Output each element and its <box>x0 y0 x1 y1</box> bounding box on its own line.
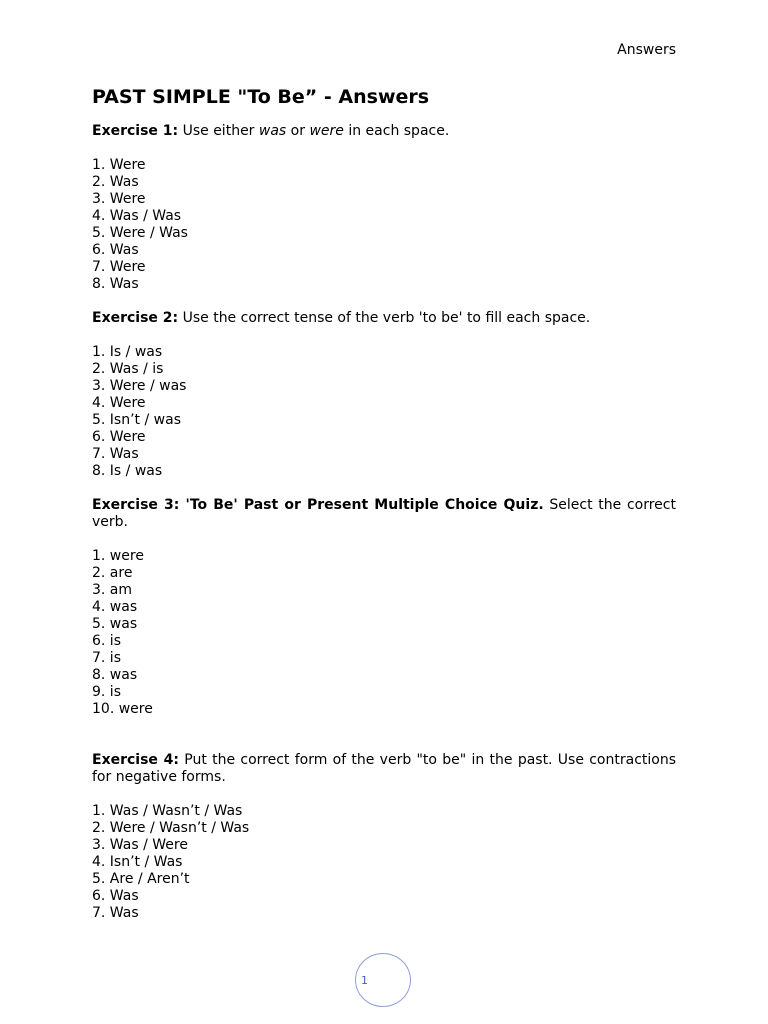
page-title: PAST SIMPLE "To Be” - Answers <box>92 86 430 108</box>
page-number-badge <box>355 953 411 1007</box>
answer-item: 6. Were <box>92 429 146 445</box>
answer-item: 5. Were / Was <box>92 225 188 241</box>
exercise-2-answers <box>92 344 676 480</box>
answer-item: 6. is <box>92 633 121 649</box>
exercise-1-instruction-part: in each space. <box>343 123 450 139</box>
exercise-2-instruction: Use the correct tense of the verb 'to be' to fill each space. <box>182 310 591 326</box>
answer-item: 1. Were <box>92 157 146 173</box>
answer-item: 3. Were <box>92 191 146 207</box>
answer-item: 6. Was <box>92 888 139 904</box>
exercise-4-heading <box>92 752 676 786</box>
page-number: 1 <box>361 974 368 987</box>
answer-item: 7. Was <box>92 446 139 462</box>
exercise-1-label: Exercise 1: <box>92 123 179 139</box>
exercise-4-label: Exercise 4: <box>92 752 179 768</box>
exercise-4-answers <box>92 803 676 922</box>
answer-item: 2. Was / is <box>92 361 164 377</box>
blank-line <box>92 735 676 752</box>
exercise-1-heading <box>92 123 676 140</box>
answer-item: 1. were <box>92 548 144 564</box>
answer-item: 9. is <box>92 684 121 700</box>
answer-item: 8. was <box>92 667 138 683</box>
answer-item: 5. was <box>92 616 138 632</box>
exercise-3-label: Exercise 3: 'To Be' Past or Present Multiple Choice Quiz. <box>92 497 544 513</box>
exercise-1-instruction-part: or <box>286 123 310 139</box>
header-answers-label: Answers <box>617 42 676 58</box>
answer-item: 3. Were / was <box>92 378 187 394</box>
answer-item: 3. Was / Were <box>92 837 188 853</box>
answer-item: 4. was <box>92 599 138 615</box>
answer-item: 2. Were / Wasn’t / Was <box>92 820 250 836</box>
answer-item: 6. Was <box>92 242 139 258</box>
answer-item: 2. Was <box>92 174 139 190</box>
answer-item: 8. Is / was <box>92 463 163 479</box>
exercise-3-heading <box>92 497 676 531</box>
answer-item: 10. were <box>92 701 153 717</box>
exercise-1-instruction-part: Use either <box>182 123 259 139</box>
answer-item: 7. Were <box>92 259 146 275</box>
exercise-1-instruction-were: were <box>309 123 344 139</box>
answer-item: 4. Was / Was <box>92 208 182 224</box>
answer-item: 2. are <box>92 565 133 581</box>
document-body <box>92 85 676 939</box>
answer-item: 7. Was <box>92 905 139 921</box>
answer-item: 4. Were <box>92 395 146 411</box>
answer-item: 5. Isn’t / was <box>92 412 181 428</box>
answer-item: 4. Isn’t / Was <box>92 854 183 870</box>
answer-item: 1. Was / Wasn’t / Was <box>92 803 243 819</box>
exercise-1-answers <box>92 157 676 293</box>
answer-item: 3. am <box>92 582 133 598</box>
exercise-3-answers <box>92 548 676 718</box>
exercise-2-label: Exercise 2: <box>92 310 179 326</box>
exercise-4-instruction: Put the correct form of the verb "to be" in the past. Use contractions for negative forms. <box>92 752 677 785</box>
answer-item: 1. Is / was <box>92 344 163 360</box>
exercise-2-heading <box>92 310 676 327</box>
answer-item: 8. Was <box>92 276 139 292</box>
answer-item: 5. Are / Aren’t <box>92 871 190 887</box>
answer-item: 7. is <box>92 650 121 666</box>
exercise-3-instruction: Select the correct verb. <box>92 497 676 530</box>
exercise-1-instruction-was: was <box>258 123 287 139</box>
